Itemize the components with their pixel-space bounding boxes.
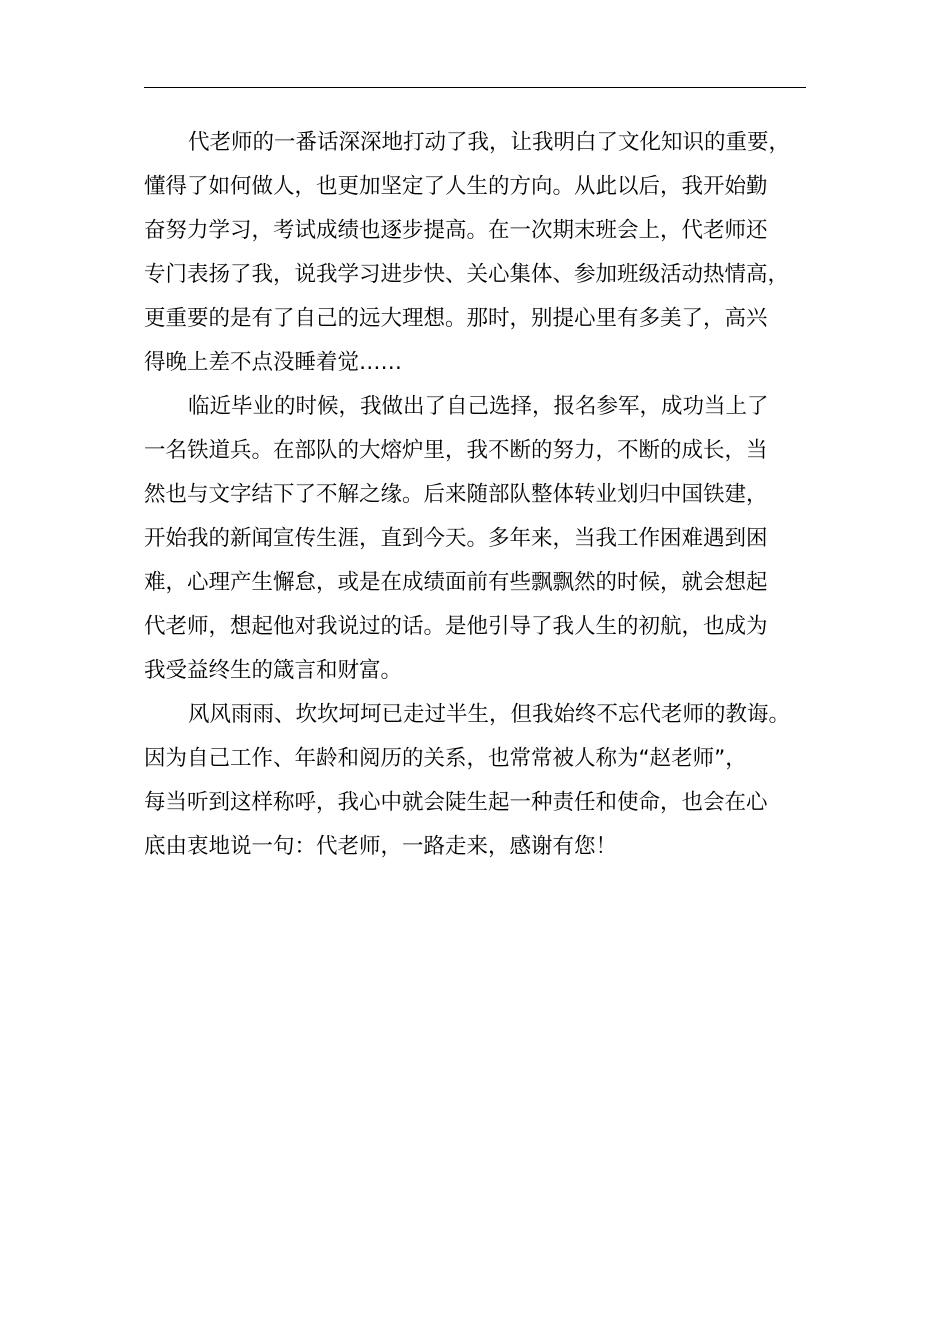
text-line: 每当听到这样称呼，我心中就会陡生起一种责任和使命，也会在心	[144, 790, 768, 815]
text-line: 代老师，想起他对我说过的话。是他引导了我人生的初航，也成为	[144, 614, 768, 639]
text-line: 开始我的新闻宣传生涯，直到今天。多年来，当我工作困难遇到困	[144, 526, 768, 551]
text-line: 然也与文字结下了不解之缘。后来随部队整体转业划归中国铁建，	[144, 482, 768, 507]
text-line: 临近毕业的时候，我做出了自己选择，报名参军，成功当上了	[188, 394, 769, 419]
text-line: 风风雨雨、坎坎坷坷已走过半生，但我始终不忘代老师的教诲。	[188, 702, 791, 727]
text-line: 因为自己工作、年龄和阅历的关系，也常常被人称为“赵老师”，	[144, 746, 747, 771]
paragraph-1	[144, 121, 806, 385]
paragraph-2	[144, 385, 806, 693]
text-line: 代老师的一番话深深地打动了我，让我明白了文化知识的重要，	[188, 130, 791, 155]
text-line: 我受益终生的箴言和财富。	[144, 658, 403, 683]
text-line: 底由衷地说一句：代老师，一路走来，感谢有您！	[144, 834, 618, 859]
paragraph-3	[144, 693, 806, 869]
header-rule	[144, 87, 806, 88]
text-line: 得晚上差不点没睡着觉……	[144, 350, 403, 375]
text-line: 难，心理产生懈怠，或是在成绩面前有些飘飘然的时候，就会想起	[144, 570, 768, 595]
text-line: 懂得了如何做人，也更加坚定了人生的方向。从此以后，我开始勤	[144, 174, 768, 199]
text-line: 一名铁道兵。在部队的大熔炉里，我不断的努力，不断的成长，当	[144, 438, 768, 463]
text-line: 奋努力学习，考试成绩也逐步提高。在一次期末班会上，代老师还	[144, 218, 768, 243]
body-text	[144, 121, 806, 869]
text-line: 更重要的是有了自己的远大理想。那时，别提心里有多美了，高兴	[144, 306, 768, 331]
text-line: 专门表扬了我，说我学习进步快、关心集体、参加班级活动热情高，	[144, 262, 790, 287]
